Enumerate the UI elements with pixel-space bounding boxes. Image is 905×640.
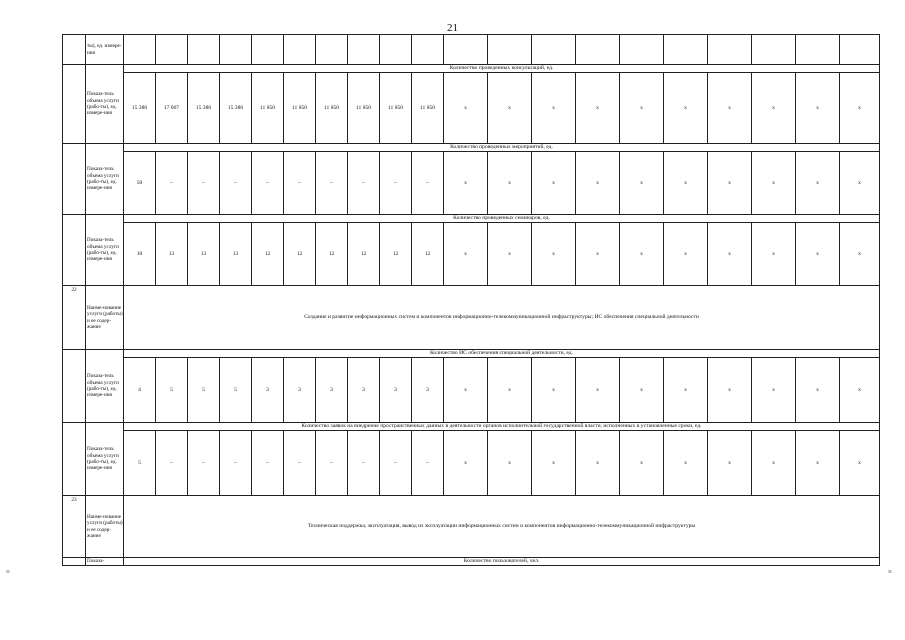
value-cell: 12 [252,223,284,286]
value-cell: x [620,223,664,286]
value-cell: – [348,431,380,496]
table-row [63,350,880,358]
value-cell: x [532,431,576,496]
value-cell: x [444,73,488,144]
value-cell: x [620,73,664,144]
row-label: Показа-тель объема услуги (рабо-ты), ед. измере-ния [86,144,124,215]
value-cell [796,35,840,65]
value-cell: 13 [220,223,252,286]
value-cell: 12 [380,223,412,286]
value-cell: x [752,223,796,286]
value-cell: x [664,223,708,286]
value-cell: x [796,431,840,496]
table-row [63,73,880,144]
value-cell: x [620,431,664,496]
left-binding-mark: ≡ [6,568,10,576]
row-label: ты), ед. измере-ния [86,35,124,65]
value-cell: 11 850 [348,73,380,144]
value-cell: x [444,152,488,215]
table-row [63,35,880,65]
value-cell: 3 [380,358,412,423]
value-cell: 50 [124,152,156,215]
row-number: 22 [63,286,86,350]
value-cell [220,35,252,65]
value-cell: x [708,431,752,496]
value-cell: x [620,358,664,423]
value-cell: x [576,73,620,144]
table-row [63,215,880,223]
value-cell: 12 [284,223,316,286]
value-cell [488,35,532,65]
value-cell: – [188,431,220,496]
table-row [63,65,880,73]
value-cell: 5 [156,358,188,423]
value-cell: – [220,152,252,215]
value-cell: 11 850 [380,73,412,144]
value-cell [124,35,156,65]
value-cell: x [752,431,796,496]
value-cell [380,35,412,65]
page-number: 21 [447,22,458,34]
row-number [63,215,86,286]
value-cell: x [708,223,752,286]
value-cell: 12 [412,223,444,286]
value-cell: x [840,358,880,423]
value-cell: 5 [124,431,156,496]
value-cell: x [532,152,576,215]
row-label: Наиме-нование услуги (работы) и ее содер-жание [86,286,124,350]
value-cell: x [620,152,664,215]
value-cell: – [252,431,284,496]
value-cell: x [664,431,708,496]
value-cell: 11 850 [316,73,348,144]
value-cell: 3 [348,358,380,423]
value-cell: x [664,358,708,423]
value-cell: x [796,152,840,215]
value-cell: x [444,358,488,423]
row-number [63,65,86,144]
value-cell: 5 [188,358,220,423]
value-cell: 13 [156,223,188,286]
table-row [63,423,880,431]
value-cell: 3 [284,358,316,423]
value-cell: – [348,152,380,215]
value-cell: 5 [220,358,252,423]
row-number [63,35,86,65]
value-cell: x [576,223,620,286]
value-cell: x [796,358,840,423]
value-cell: x [796,73,840,144]
table-row [63,152,880,215]
value-cell: x [576,152,620,215]
value-cell: x [488,73,532,144]
indicator-header: Количество ИС обеспечения специальной деятельности, ед. [124,350,880,358]
value-cell [284,35,316,65]
value-cell: x [840,152,880,215]
value-cell: 11 850 [412,73,444,144]
indicator-header: Количество проведенных мероприятий, ед. [124,144,880,152]
value-cell: – [316,152,348,215]
value-cell [252,35,284,65]
indicator-header: Количество пользователей, чел. [124,558,880,566]
row-label: Показа- [86,558,124,566]
value-cell [188,35,220,65]
value-cell: – [380,152,412,215]
value-cell: x [532,73,576,144]
row-number [63,558,86,566]
value-cell: 17 007 [156,73,188,144]
value-cell [348,35,380,65]
value-cell: – [284,431,316,496]
value-cell: – [412,152,444,215]
value-cell: x [488,223,532,286]
indicator-header: Количество проведенных семинаров, ед. [124,215,880,223]
table-row [63,223,880,286]
value-cell: – [220,431,252,496]
value-cell: x [664,73,708,144]
value-cell: 15 386 [188,73,220,144]
row-label: Показа-тель объема услуги (рабо-ты), ед. измере-ния [86,350,124,423]
table-row [63,286,880,350]
value-cell: 15 386 [124,73,156,144]
row-number: 23 [63,496,86,558]
value-cell [412,35,444,65]
row-number [63,423,86,496]
value-cell: x [576,358,620,423]
value-cell [576,35,620,65]
value-cell: 4 [124,358,156,423]
value-cell: 3 [316,358,348,423]
value-cell: 11 850 [284,73,316,144]
table-row [63,496,880,558]
table-row [63,558,880,566]
value-cell: 10 [124,223,156,286]
value-cell: – [188,152,220,215]
row-label: Показа-тель объема услуги (рабо-ты), ед. измере-ния [86,423,124,496]
row-number [63,350,86,423]
value-cell: – [412,431,444,496]
value-cell [532,35,576,65]
value-cell [316,35,348,65]
value-cell: x [708,152,752,215]
value-cell: x [488,358,532,423]
value-cell: 15 386 [220,73,252,144]
value-cell: – [380,431,412,496]
table-row [63,144,880,152]
value-cell: – [316,431,348,496]
value-cell [840,35,880,65]
row-label: Наиме-нование услуги (работы) и ее содер-жание [86,496,124,558]
value-cell: x [444,223,488,286]
indicator-header: Количество заявок на внедрение пространственных данных в деятельности органов исполнительной государственной власти, исполненных в установленные сроки, ед. [124,423,880,431]
value-cell: x [840,73,880,144]
value-cell: x [752,73,796,144]
value-cell: – [156,152,188,215]
value-cell [708,35,752,65]
row-number [63,144,86,215]
value-cell: x [708,73,752,144]
value-cell: x [840,431,880,496]
value-cell: 11 850 [252,73,284,144]
row-label: Показа-тель объема услуги (рабо-ты), ед. измере-ния [86,65,124,144]
service-volume-table [62,34,880,566]
value-cell: x [488,152,532,215]
value-cell: x [752,358,796,423]
value-cell: 3 [412,358,444,423]
row-label: Показа-тель объема услуги (рабо-ты), ед. измере-ния [86,215,124,286]
table-row [63,431,880,496]
value-cell [444,35,488,65]
value-cell: x [840,223,880,286]
value-cell: x [796,223,840,286]
indicator-header: Количество проведенных консультаций, ед. [124,65,880,73]
value-cell: 12 [348,223,380,286]
value-cell: x [752,152,796,215]
service-description: Техническая поддержка, эксплуатация, вывод из эксплуатации информационных систем и компонентов информационно-телекоммуникационной инфраструктуры [124,496,880,558]
value-cell: x [532,358,576,423]
value-cell [664,35,708,65]
value-cell [620,35,664,65]
value-cell: x [532,223,576,286]
value-cell: x [576,431,620,496]
value-cell [752,35,796,65]
service-description: Создание и развитие информационных систем и компонентов информационно-телекоммуникационной инфраструктуры; ИС обеспечения специальной деятельности [124,286,880,350]
value-cell: – [284,152,316,215]
table-row [63,358,880,423]
value-cell: 12 [316,223,348,286]
value-cell: x [664,152,708,215]
value-cell [156,35,188,65]
value-cell: x [488,431,532,496]
value-cell: 13 [188,223,220,286]
right-binding-mark: ≡ [888,568,892,576]
value-cell: – [156,431,188,496]
value-cell: 3 [252,358,284,423]
value-cell: x [708,358,752,423]
value-cell: x [444,431,488,496]
value-cell: – [252,152,284,215]
